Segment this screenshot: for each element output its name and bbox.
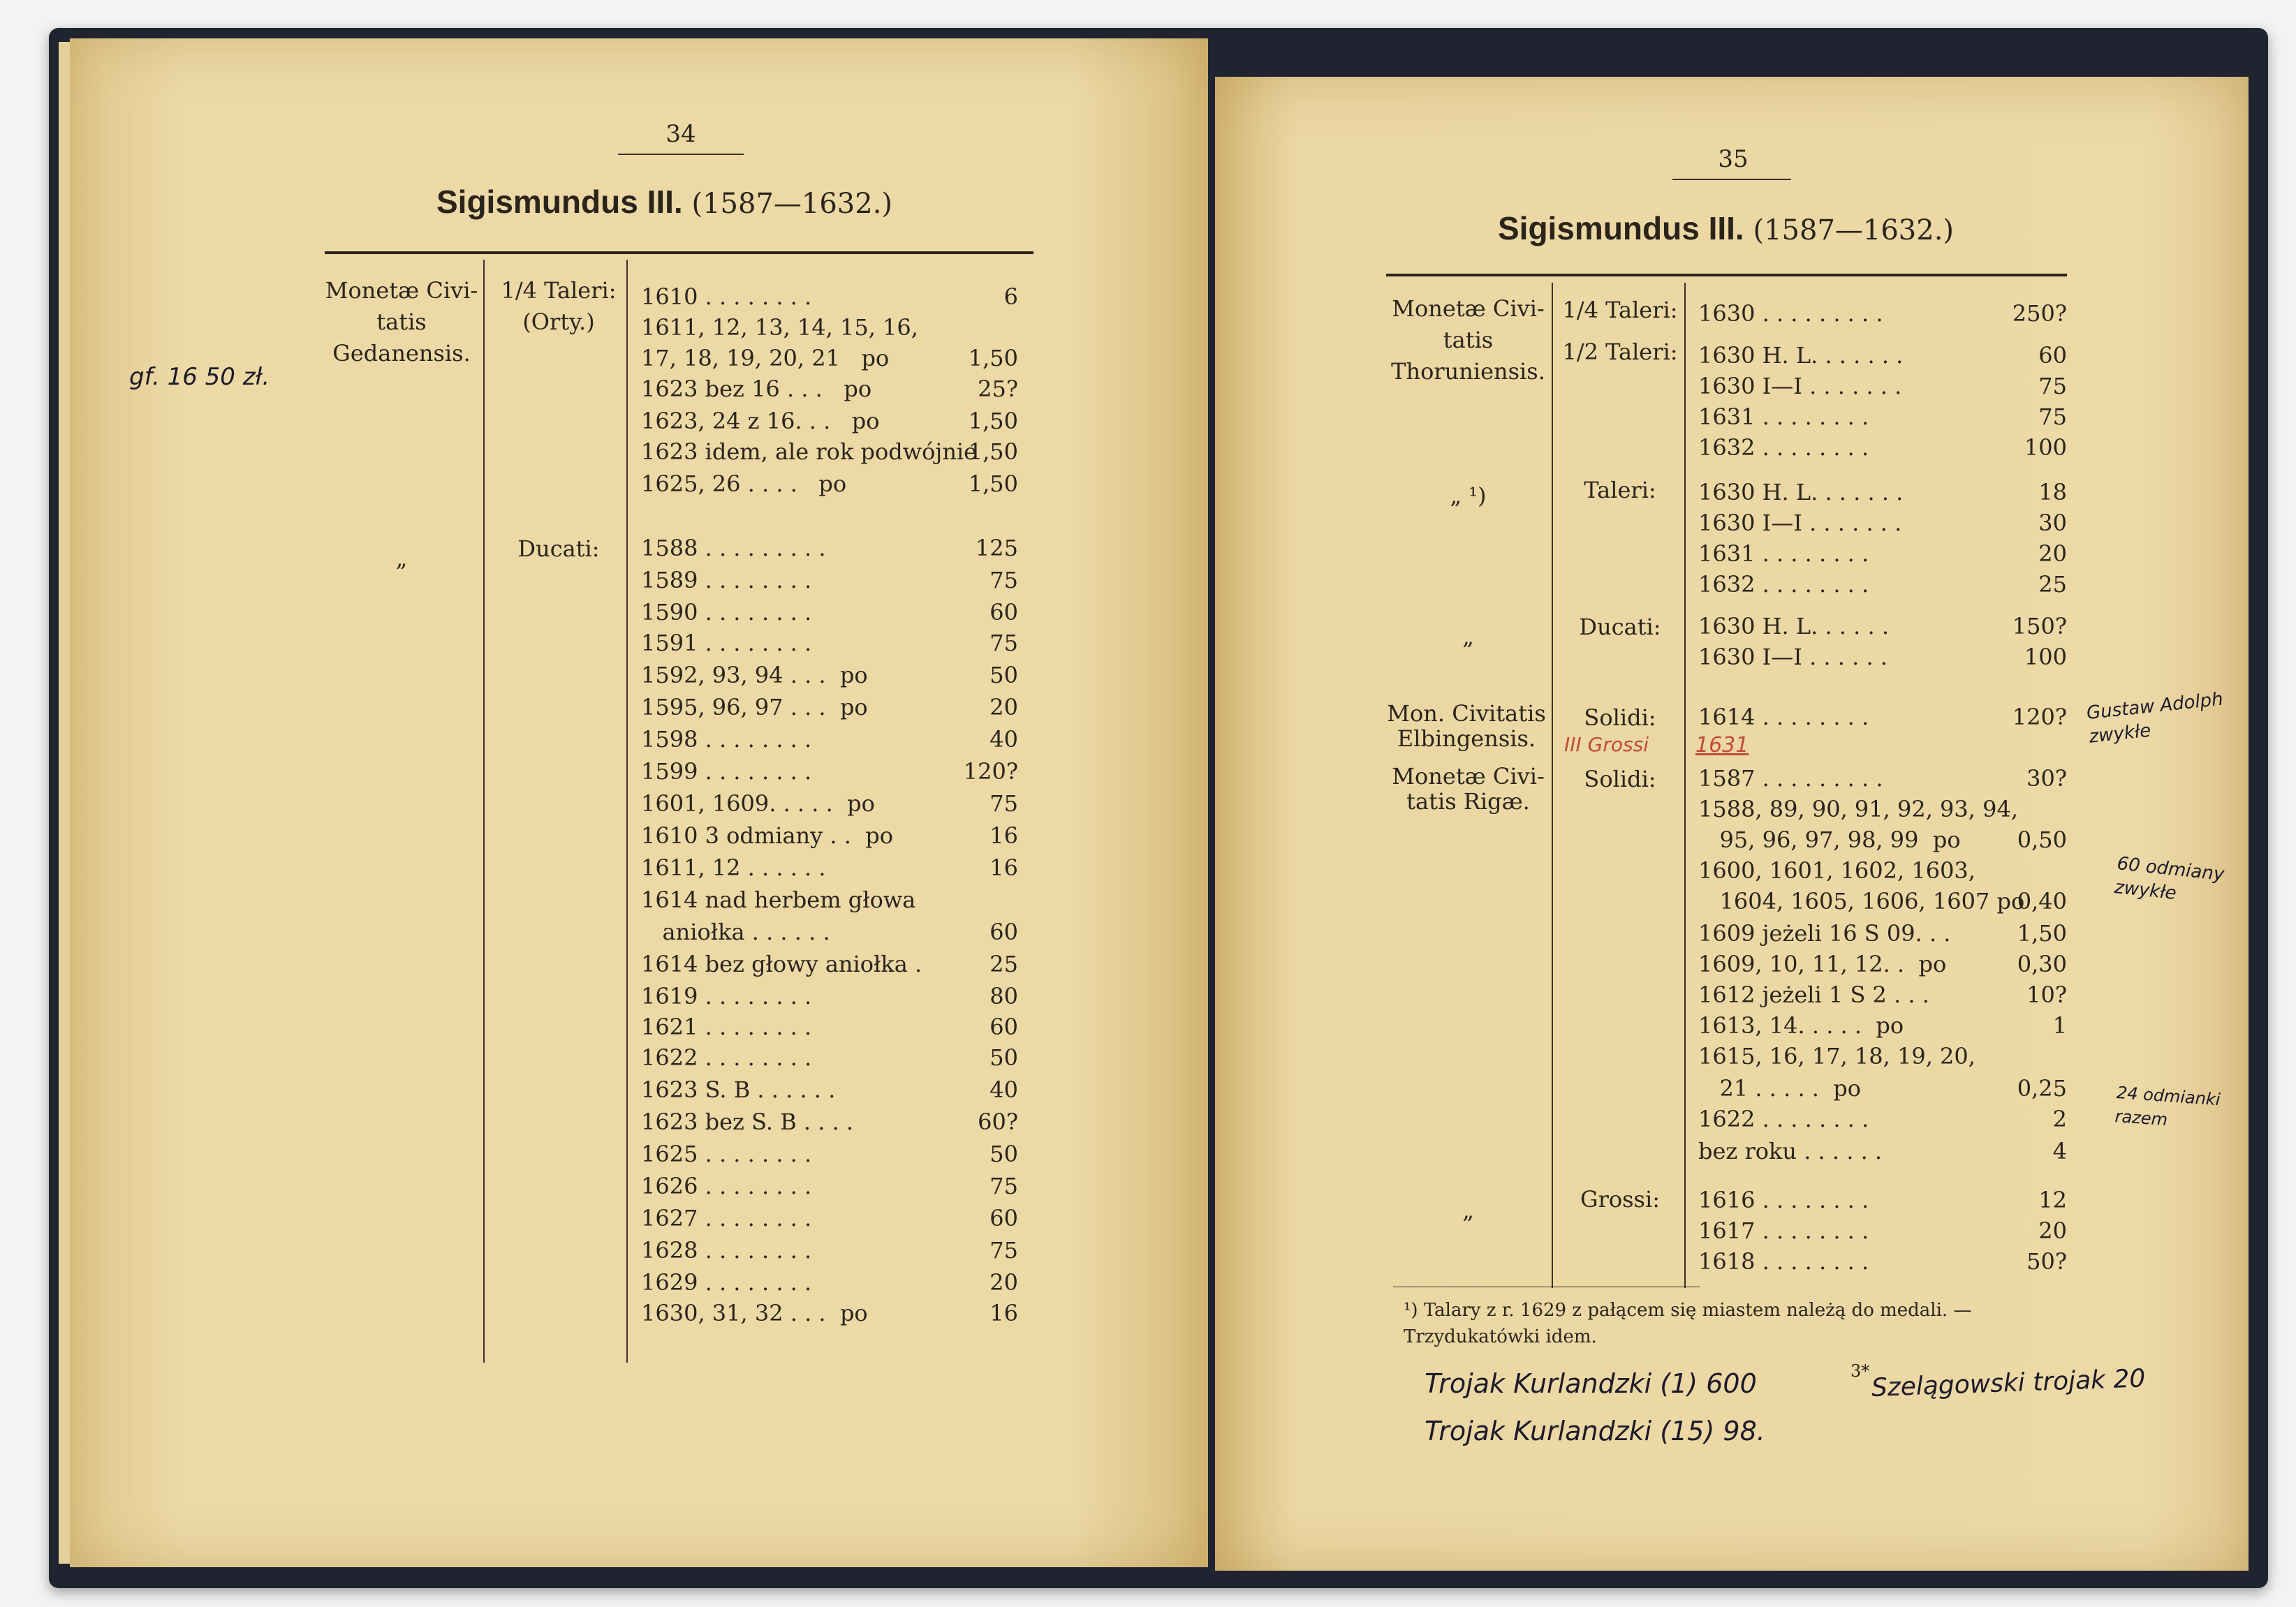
- price-row-value: 60?: [978, 1109, 1018, 1135]
- price-row-text: 1632 . . . . . . . .: [1698, 434, 1869, 461]
- price-row-value: 0,25: [2017, 1075, 2067, 1102]
- right-mint-rigae: Monetæ Civi- tatis Rigæ.: [1392, 763, 1545, 815]
- price-row-value: 75: [989, 567, 1018, 593]
- price-row: [1698, 1138, 2067, 1164]
- price-row: [1698, 613, 2067, 639]
- price-row: [641, 1044, 1018, 1071]
- price-row: [641, 599, 1018, 625]
- price-row: [641, 471, 1018, 497]
- price-row-text: 1630 H. L. . . . . . .: [1698, 479, 1904, 505]
- right-number-rule: [1672, 179, 1791, 180]
- price-row: [641, 790, 1018, 817]
- left-page: [70, 38, 1208, 1567]
- price-row: [641, 1014, 1018, 1040]
- price-row-text: 1630 H. L. . . . . . .: [1698, 342, 1904, 369]
- price-row: [641, 408, 1018, 434]
- price-row: [1698, 1075, 2067, 1102]
- price-row-value: 40: [989, 1076, 1018, 1103]
- price-row: [1698, 982, 2067, 1008]
- footnote: ¹) Talary z r. 1629 z pałącem się miastem należą do medali. — Trzydukatówki idem.: [1404, 1300, 1972, 1347]
- price-row: [1698, 403, 2067, 430]
- price-row-text: 1591 . . . . . . . .: [641, 630, 812, 656]
- price-row: [1698, 342, 2067, 369]
- left-page-title: [436, 183, 892, 221]
- hand-odmianki: 24 odmianki razem: [2114, 1083, 2221, 1130]
- price-row-text: 1623 bez S. B . . . .: [641, 1109, 854, 1135]
- price-row: [1698, 1248, 2067, 1275]
- price-row-value: 75: [989, 1173, 1018, 1199]
- price-row-text: 1623, 24 z 16. . . po: [641, 408, 880, 434]
- price-row-value: 1,50: [968, 438, 1018, 465]
- price-row-value: 50: [989, 1141, 1018, 1167]
- price-row-text: 1625, 26 . . . . po: [641, 471, 847, 497]
- hand-szelagi: Szelągowski trojak 20: [1871, 1364, 2146, 1402]
- hand-elbing-grossi: III Grossi: [1564, 733, 1649, 756]
- price-row: [1698, 704, 2067, 730]
- price-row: [641, 376, 1018, 402]
- price-row-text: 1622 . . . . . . . .: [1698, 1106, 1869, 1132]
- price-row-value: 40: [989, 726, 1018, 753]
- price-row-text: 1625 . . . . . . . .: [641, 1141, 812, 1167]
- price-row-value: 100: [2024, 644, 2067, 670]
- price-row-text: 1595, 96, 97 . . . po: [641, 694, 868, 720]
- right-title-years: (1587—1632.): [1753, 214, 1955, 246]
- price-row: [641, 951, 1018, 977]
- price-row: [1698, 827, 2067, 853]
- hand-odmiany: 60 odmiany zwykłe: [2113, 853, 2225, 905]
- price-row-value: 20: [989, 1269, 1018, 1296]
- price-row-text: 1631 . . . . . . . .: [1698, 540, 1869, 567]
- price-row-value: 2: [2052, 1106, 2067, 1132]
- price-row-value: 250?: [2012, 300, 2067, 327]
- price-row: [641, 1173, 1018, 1199]
- price-row-value: 1,50: [968, 345, 1018, 371]
- price-row-text: 1618 . . . . . . . .: [1698, 1248, 1869, 1275]
- left-denom-quarter-taleri: 1/4 Taleri: (Orty.): [501, 277, 617, 335]
- price-row: [1698, 373, 2067, 399]
- price-row-text: 1611, 12 . . . . . .: [641, 854, 826, 881]
- price-row-value: 60: [989, 1205, 1018, 1231]
- right-mint-ditto-grossi: „: [1462, 1197, 1474, 1224]
- price-row-text: 1622 . . . . . . . .: [641, 1044, 812, 1071]
- price-row-text: bez roku . . . . . .: [1698, 1138, 1883, 1164]
- price-row-value: 60: [989, 599, 1018, 625]
- price-row-text: 1627 . . . . . . . .: [641, 1205, 812, 1231]
- price-row-value: 1,50: [968, 471, 1018, 497]
- hand-trojak-2: Trojak Kurlandzki (15) 98.: [1425, 1416, 1765, 1446]
- price-row-value: 30: [2038, 510, 2067, 536]
- price-row: [1698, 796, 2018, 822]
- price-row: [1698, 951, 2067, 977]
- price-row-text: 1611, 12, 13, 14, 15, 16,: [641, 314, 918, 341]
- price-row: [1698, 300, 2067, 327]
- price-row-value: 20: [2038, 1217, 2067, 1244]
- right-denom-grossi: Grossi:: [1580, 1186, 1660, 1213]
- left-number-rule: [618, 154, 744, 155]
- price-row: [641, 283, 1018, 310]
- price-row: [641, 1141, 1018, 1167]
- price-row-value: 60: [989, 1014, 1018, 1040]
- right-denom-quarter-taleri: 1/4 Taleri:: [1562, 297, 1678, 323]
- price-row-text: 1599 . . . . . . . .: [641, 758, 812, 785]
- price-row-text: 1604, 1605, 1606, 1607 po: [1698, 888, 2025, 914]
- price-row-text: 95, 96, 97, 98, 99 po: [1698, 827, 1961, 853]
- hand-elbing-year: 1631: [1695, 733, 1749, 757]
- price-row-text: 1630 . . . . . . . . .: [1698, 300, 1883, 327]
- price-row-text: 1616 . . . . . . . .: [1698, 1187, 1869, 1213]
- price-row-text: 1626 . . . . . . . .: [641, 1173, 812, 1199]
- price-row-text: 1612 jeżeli 1 S 2 . . .: [1698, 982, 1929, 1008]
- price-row-text: 1610 . . . . . . . .: [641, 283, 812, 310]
- price-row-text: 1623 idem, ale rok podwójnie: [641, 438, 978, 465]
- right-denom-ducati: Ducati:: [1579, 614, 1661, 640]
- price-row: [1698, 571, 2067, 598]
- price-row-text: 1621 . . . . . . . .: [641, 1014, 812, 1040]
- price-row-value: 18: [2038, 479, 2067, 505]
- price-row-text: 1619 . . . . . . . .: [641, 983, 812, 1009]
- left-page-number: 34: [665, 120, 696, 148]
- right-denom-riga-solidi: Solidi:: [1584, 766, 1656, 792]
- price-row-text: 1590 . . . . . . . .: [641, 599, 812, 625]
- price-row: [1698, 510, 2067, 536]
- price-row-value: 16: [989, 854, 1018, 881]
- price-row-text: 1592, 93, 94 . . . po: [641, 662, 868, 688]
- right-denom-elbing-solidi: Solidi:: [1584, 704, 1656, 731]
- price-row-value: 50: [989, 1044, 1018, 1071]
- price-row-value: 12: [2038, 1187, 2067, 1213]
- price-row-value: 50?: [2026, 1248, 2067, 1275]
- price-row-value: 75: [989, 630, 1018, 656]
- price-row-text: 1587 . . . . . . . . .: [1698, 765, 1883, 792]
- price-row-value: 50: [989, 662, 1018, 688]
- price-row-value: 1,50: [968, 408, 1018, 434]
- price-row: [641, 983, 1018, 1009]
- price-row-value: 20: [2038, 540, 2067, 567]
- price-row-text: 1632 . . . . . . . .: [1698, 571, 1869, 598]
- signature-mark: 3*: [1850, 1361, 1870, 1381]
- left-title-years: (1587—1632.): [691, 188, 893, 220]
- price-row-value: 10?: [2026, 982, 2067, 1008]
- price-row: [641, 1109, 1018, 1135]
- price-row-text: 1629 . . . . . . . .: [641, 1269, 812, 1296]
- price-row: [1698, 920, 2067, 947]
- price-row-text: 1631 . . . . . . . .: [1698, 403, 1869, 430]
- price-row: [1698, 644, 2067, 670]
- price-row: [641, 887, 915, 913]
- price-row-text: 1623 bez 16 . . . po: [641, 376, 872, 402]
- price-row-text: 1614 nad herbem głowa: [641, 887, 916, 913]
- right-page-number: 35: [1718, 145, 1749, 173]
- right-denom-taleri: Taleri:: [1584, 477, 1656, 503]
- price-row: [641, 1269, 1018, 1296]
- right-title-text: Sigismundus III.: [1498, 210, 1744, 246]
- price-row-value: 4: [2052, 1138, 2067, 1164]
- right-mint-ditto-taleri: „ ¹): [1450, 482, 1487, 509]
- price-row: [641, 567, 1018, 593]
- price-row-text: 1630 H. L. . . . . .: [1698, 613, 1889, 639]
- left-denom-ducati: Ducati:: [517, 535, 600, 562]
- price-row-text: aniołka . . . . . .: [641, 919, 830, 945]
- price-row-value: 0,40: [2017, 888, 2067, 914]
- right-col-divider-1: [1552, 283, 1553, 1288]
- price-row: [641, 535, 1018, 561]
- price-row: [1698, 888, 2067, 914]
- price-row: [641, 345, 1018, 371]
- price-row-text: 1598 . . . . . . . .: [641, 726, 812, 753]
- price-row: [641, 822, 1018, 849]
- price-row-value: 120?: [2012, 704, 2067, 730]
- price-row: [1698, 1187, 2067, 1213]
- right-header-rule: [1386, 274, 2067, 276]
- price-row-value: 20: [989, 694, 1018, 720]
- price-row-text: 1589 . . . . . . . .: [641, 567, 812, 593]
- price-row-text: 21 . . . . . po: [1698, 1075, 1862, 1102]
- price-row: [641, 662, 1018, 688]
- price-row-value: 0,30: [2017, 951, 2067, 977]
- price-row-value: 60: [2038, 342, 2067, 369]
- price-row-value: 25: [989, 951, 1018, 977]
- left-mint-gedanensis: Monetæ Civi- tatis Gedanensis.: [325, 277, 478, 366]
- price-row: [641, 1237, 1018, 1264]
- price-row: [1698, 540, 2067, 567]
- price-row-text: 1630 I—I . . . . . . .: [1698, 510, 1902, 536]
- price-row-value: 16: [989, 822, 1018, 849]
- price-row-text: 1630 I—I . . . . . .: [1698, 644, 1887, 670]
- price-row-value: 25?: [978, 376, 1018, 402]
- price-row-value: 80: [989, 983, 1018, 1009]
- price-row: [641, 1076, 1018, 1103]
- left-header-rule: [325, 251, 1033, 254]
- right-mint-elbingensis: Mon. Civitatis Elbingensis.: [1387, 700, 1546, 752]
- price-row-value: 75: [2038, 373, 2067, 399]
- price-row-text: 1601, 1609. . . . . po: [641, 790, 875, 817]
- price-row-value: 16: [989, 1300, 1018, 1326]
- right-page-title: [1498, 209, 1954, 247]
- left-margin-note: gf. 16 50 zł.: [129, 363, 270, 391]
- left-col-divider-2: [626, 260, 628, 1363]
- price-row: [641, 314, 918, 341]
- price-row: [641, 630, 1018, 656]
- right-mint-thoruniensis: Monetæ Civi- tatis Thoruniensis.: [1391, 295, 1545, 385]
- price-row-text: 1630 I—I . . . . . . .: [1698, 373, 1902, 399]
- left-title-text: Sigismundus III.: [436, 184, 683, 220]
- price-row-text: 1588 . . . . . . . . .: [641, 535, 826, 561]
- price-row-value: 25: [2038, 571, 2067, 598]
- price-row-value: 75: [989, 1237, 1018, 1264]
- price-row-text: 1617 . . . . . . . .: [1698, 1217, 1869, 1244]
- price-row-text: 17, 18, 19, 20, 21 po: [641, 345, 890, 371]
- price-row-text: 1609 jeżeli 16 S 09. . .: [1698, 920, 1951, 947]
- price-row-value: 125: [975, 535, 1018, 561]
- price-row-text: 1628 . . . . . . . .: [641, 1237, 812, 1264]
- price-row: [641, 694, 1018, 720]
- price-row: [641, 1205, 1018, 1231]
- price-row-text: 1600, 1601, 1602, 1603,: [1698, 857, 1975, 884]
- price-row-text: 1614 . . . . . . . .: [1698, 704, 1869, 730]
- left-mint-ditto: „: [395, 545, 408, 572]
- price-row-value: 120?: [963, 758, 1018, 785]
- hand-trojak-1: Trojak Kurlandzki (1) 600: [1425, 1368, 1757, 1399]
- price-row: [641, 854, 1018, 881]
- price-row: [641, 726, 1018, 753]
- price-row: [1698, 1043, 1975, 1069]
- price-row-value: 0,50: [2017, 827, 2067, 853]
- price-row-value: 60: [989, 919, 1018, 945]
- price-row-value: 150?: [2012, 613, 2067, 639]
- price-row: [1698, 434, 2067, 461]
- price-row-value: 1,50: [2017, 920, 2067, 947]
- price-row-value: 30?: [2026, 765, 2067, 792]
- price-row-text: 1615, 16, 17, 18, 19, 20,: [1698, 1043, 1975, 1069]
- left-col-divider-1: [483, 260, 485, 1363]
- price-row-value: 75: [2038, 403, 2067, 430]
- price-row-text: 1630, 31, 32 . . . po: [641, 1300, 868, 1326]
- price-row: [641, 758, 1018, 785]
- price-row-value: 6: [1003, 283, 1018, 310]
- price-row: [641, 438, 1018, 465]
- price-row: [641, 1300, 1018, 1326]
- price-row-text: 1610 3 odmiany . . po: [641, 822, 894, 849]
- price-row-value: 1: [2052, 1012, 2067, 1039]
- price-row-text: 1609, 10, 11, 12. . po: [1698, 951, 1947, 977]
- right-denom-half-taleri: 1/2 Taleri:: [1562, 339, 1678, 365]
- price-row-text: 1614 bez głowy aniołka .: [641, 951, 922, 977]
- price-row: [1698, 1217, 2067, 1244]
- price-row: [641, 919, 1018, 945]
- price-row-text: 1613, 14. . . . . po: [1698, 1012, 1904, 1039]
- right-mint-ditto-ducati: „: [1462, 623, 1474, 650]
- price-row-value: 100: [2024, 434, 2067, 461]
- price-row: [1698, 1106, 2067, 1132]
- price-row-text: 1588, 89, 90, 91, 92, 93, 94,: [1698, 796, 2018, 822]
- price-row: [1698, 765, 2067, 792]
- price-row-text: 1623 S. B . . . . . .: [641, 1076, 836, 1103]
- price-row-value: 75: [989, 790, 1018, 817]
- hand-gustav: Gustaw Adolph zwykłe: [2085, 688, 2224, 748]
- price-row: [1698, 857, 1975, 884]
- price-row: [1698, 1012, 2067, 1039]
- price-row: [1698, 479, 2067, 505]
